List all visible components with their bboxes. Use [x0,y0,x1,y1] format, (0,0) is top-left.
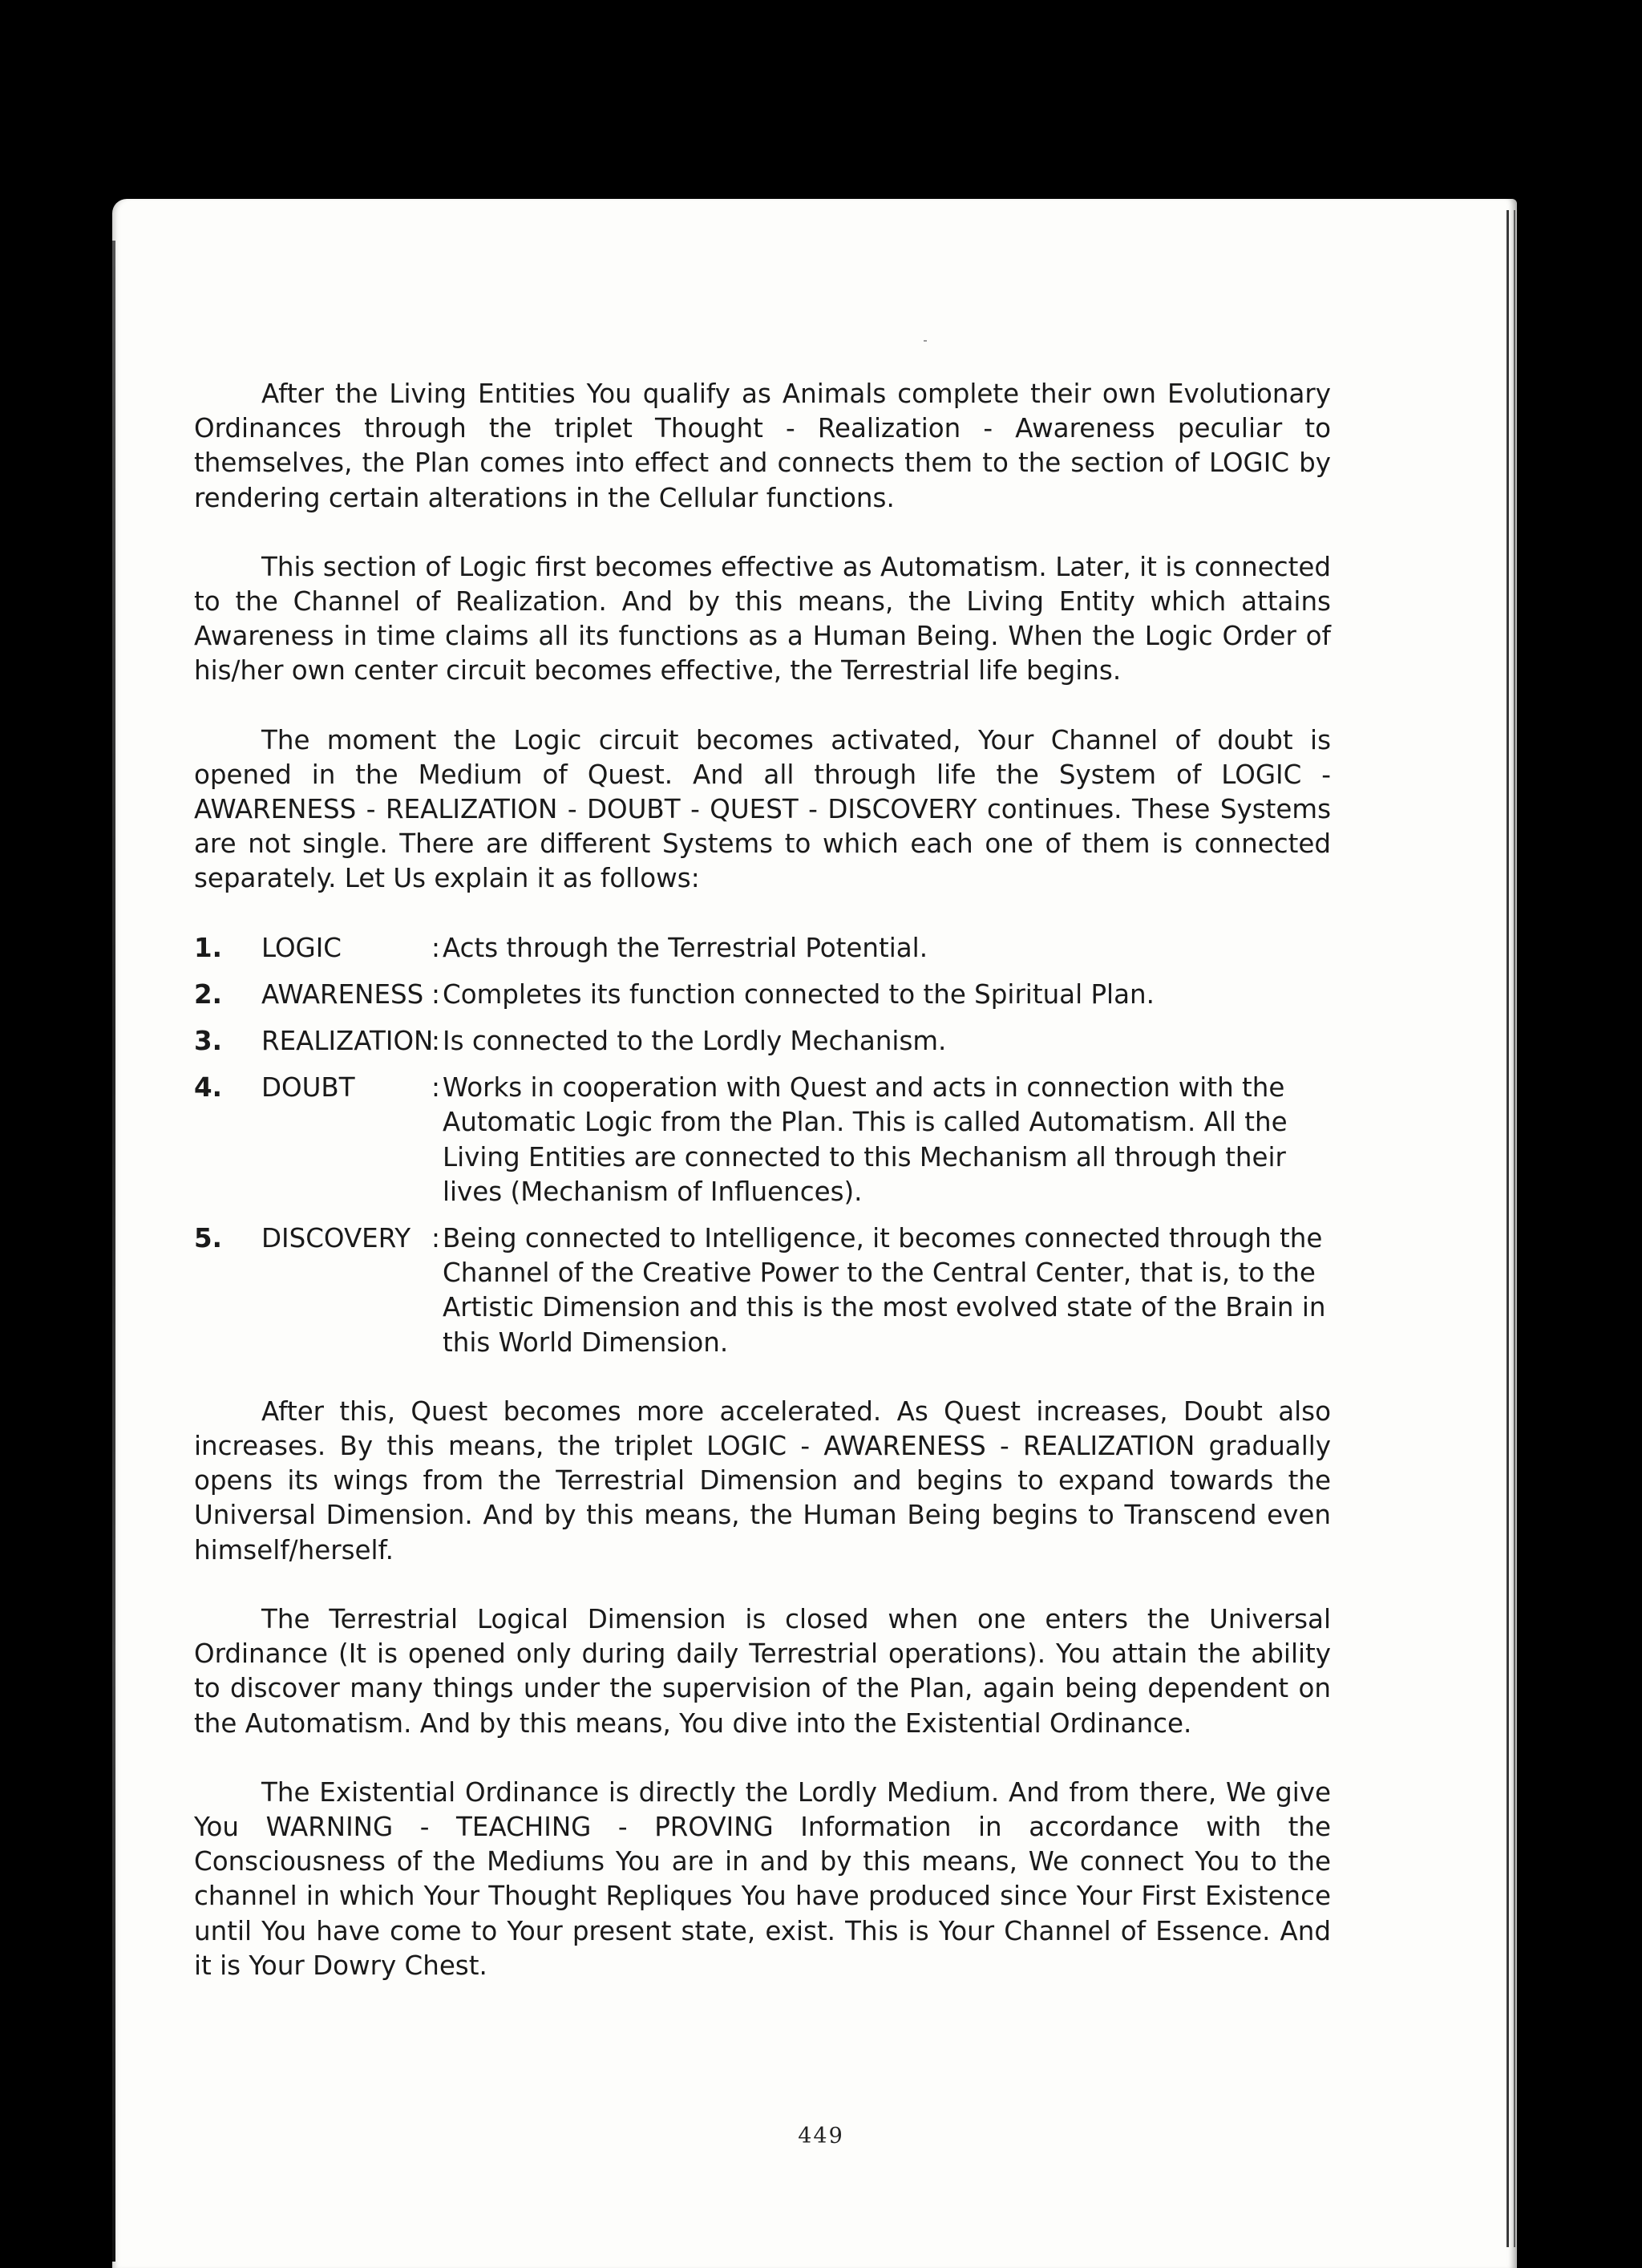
list-item-colon: : [431,1026,440,1057]
list-item-colon: : [431,978,440,1010]
list-item [194,1024,1331,1059]
list-item [194,1221,1331,1360]
list-item-description: Is connected to the Lordly Mechanism. [443,1026,947,1057]
list-item-description: Completes its function connected to the Spiritual Plan. [443,978,1155,1010]
page-number: 449 [798,2124,844,2149]
list-item-number: 4. [194,1072,222,1104]
paragraph-6: The Existential Ordinance is directly the Lordly Medium. And from there, We give You WARNING - TEACHING - PROVING Information in accordance with the Consciousness of the Mediums You are in and by this means, We connect You to the channel in which Your Thought Repliques You have produced since Your First Existence until You have come to Your present state, exist. This is Your Channel of Essence. And it is Your Dowry Chest. [194,1776,1331,1981]
list-item-term: DISCOVERY [261,1223,411,1254]
list-item-description: Being connected to Intelligence, it becomes connected through the Channel of the Creative Power to the Central Center, that is, to the Artistic Dimension and this is the most evolved state of the Brain in this World Dimension. [443,1223,1326,1358]
page-binding-edge [112,241,115,2262]
list-item-colon: : [431,932,440,963]
page-edge-line-outer [1514,210,1515,2247]
list-item-term: AWARENESS [261,978,424,1010]
paragraph-2: This section of Logic first becomes effective as Automatism. Later, it is connected to the Channel of Realization. And by this means, the Living Entity which attains Awareness in time claims all its functions as a Human Being. When the Logic Order of his/her own center circuit becomes effective, the Terrestrial life begins. [194,551,1331,686]
list-item-number: 2. [194,978,222,1010]
list-item-colon: : [431,1223,440,1254]
list-item [194,1071,1331,1209]
systems-list [194,931,1331,1360]
paragraph-3: The moment the Logic circuit becomes activated, Your Channel of doubt is opened in the Medium of Quest. And all through life the System of LOGIC - AWARENESS - REALIZATION - DOUBT - QUEST - DISCOVERY continues. These Systems are not single. There are different Systems to which each one of them is connected separately. Let Us explain it as follows: [194,724,1331,894]
page-text [194,377,1331,2018]
paragraph-1: After the Living Entities You qualify as Animals complete their own Evolutionary Ordinances through the triplet Thought - Realization - Awareness peculiar to themselves, the Plan comes into effect and connects them to the section of LOGIC by rendering certain alterations in the Cellular functions. [194,379,1331,513]
paragraph-5: The Terrestrial Logical Dimension is closed when one enters the Universal Ordinance (It is opened only during daily Terrestrial operations). You attain the ability to discover many things under the supervision of the Plan, again being dependent on the Automatism. And by this means, You dive into the Existential Ordinance. [194,1603,1331,1739]
list-item-term: REALIZATION [261,1026,434,1057]
list-item-colon: : [431,1072,440,1104]
list-item-description: Works in cooperation with Quest and acts in connection with the Automatic Logic from the Plan. This is called Automatism. All the Living Entities are connected to this Mechanism all through their lives (Mechanism of Influences). [443,1072,1288,1207]
paragraph-4: After this, Quest becomes more accelerated. As Quest increases, Doubt also increases. By this means, the triplet LOGIC - AWARENESS - REALIZATION gradually opens its wings from the Terrestrial Dimension and begins to expand towards the Universal Dimension. And by this means, the Human Being begins to Transcend even himself/herself. [194,1395,1331,1565]
list-item-term: DOUBT [261,1072,355,1104]
list-item [194,978,1331,1012]
list-item-number: 1. [194,932,222,963]
page-edge-line [1507,210,1509,2247]
print-speck [924,340,927,342]
list-item-description: Acts through the Terrestrial Potential. [443,932,928,963]
list-item [194,931,1331,966]
list-item-number: 5. [194,1223,222,1254]
list-item-number: 3. [194,1026,222,1057]
list-item-term: LOGIC [261,932,342,963]
